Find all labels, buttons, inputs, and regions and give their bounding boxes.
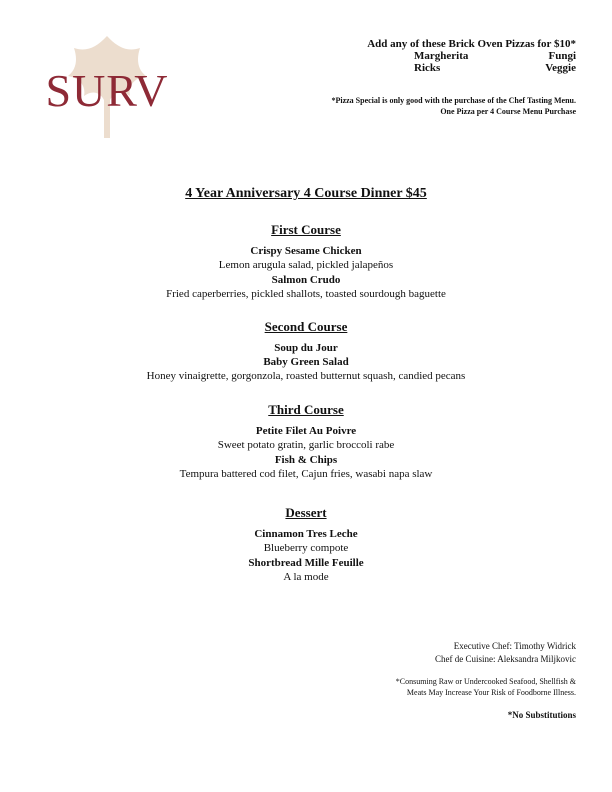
pizza-special-note: [276, 95, 576, 117]
dish-description: Honey vinaigrette, gorgonzola, roasted butternut squash, candied pecans: [146, 370, 466, 382]
promo-headline: Add any of these Brick Oven Pizzas for $10*: [367, 38, 576, 50]
executive-chef: Executive Chef: Timothy Widrick: [453, 641, 576, 651]
dish-description: Lemon arugula salad, pickled jalapeños: [218, 259, 394, 271]
pizza-name: Ricks: [414, 62, 441, 74]
course-heading: First Course: [271, 222, 341, 237]
dish-name: Salmon Crudo: [271, 274, 341, 286]
course-second: [0, 319, 612, 384]
note-line: *Pizza Special is only good with the purchase of the Chef Tasting Menu.: [331, 96, 576, 105]
chef-de-cuisine: Chef de Cuisine: Aleksandra Miljkovic: [435, 654, 576, 664]
course-heading: Dessert: [285, 505, 327, 520]
dish-description: Fried caperberries, pickled shallots, toasted sourdough baguette: [166, 288, 446, 300]
course-heading: Third Course: [268, 402, 344, 417]
no-substitutions: *No Substitutions: [507, 710, 576, 720]
pizza-name: Veggie: [545, 62, 576, 74]
course-first: [0, 222, 612, 302]
dish-description: Sweet potato gratin, garlic broccoli rabe: [217, 439, 395, 451]
course-third: [0, 402, 612, 482]
pizza-promo: [336, 38, 576, 74]
pizza-name: Margherita: [414, 50, 469, 62]
dish-name: Fish & Chips: [274, 454, 338, 466]
dish-name: Shortbread Mille Feuille: [248, 557, 364, 569]
warning-line: Meats May Increase Your Risk of Foodborne Illness.: [406, 688, 576, 697]
food-safety-warning: [356, 676, 576, 698]
note-line: One Pizza per 4 Course Menu Purchase: [440, 107, 576, 116]
warning-line: *Consuming Raw or Undercooked Seafood, Shellfish &: [395, 677, 576, 686]
course-dessert: [0, 505, 612, 585]
dish-description: A la mode: [283, 571, 329, 583]
dish-name: Petite Filet Au Poivre: [255, 425, 357, 437]
dish-name: Soup du Jour: [274, 342, 338, 354]
pizza-row: [336, 62, 576, 74]
surv-logo: [34, 34, 180, 140]
dish-description: Blueberry compote: [263, 542, 349, 554]
menu-title: 4 Year Anniversary 4 Course Dinner $45: [185, 186, 427, 201]
logo-text: SURV: [45, 65, 169, 116]
pizza-name: Fungi: [548, 50, 576, 62]
dish-name: Baby Green Salad: [263, 356, 349, 368]
course-heading: Second Course: [264, 319, 348, 334]
chef-credits: [435, 640, 576, 666]
dish-name: Crispy Sesame Chicken: [250, 245, 362, 257]
dish-description: Tempura battered cod filet, Cajun fries, wasabi napa slaw: [179, 468, 433, 480]
dish-name: Cinnamon Tres Leche: [254, 528, 358, 540]
pizza-row: [336, 50, 576, 62]
